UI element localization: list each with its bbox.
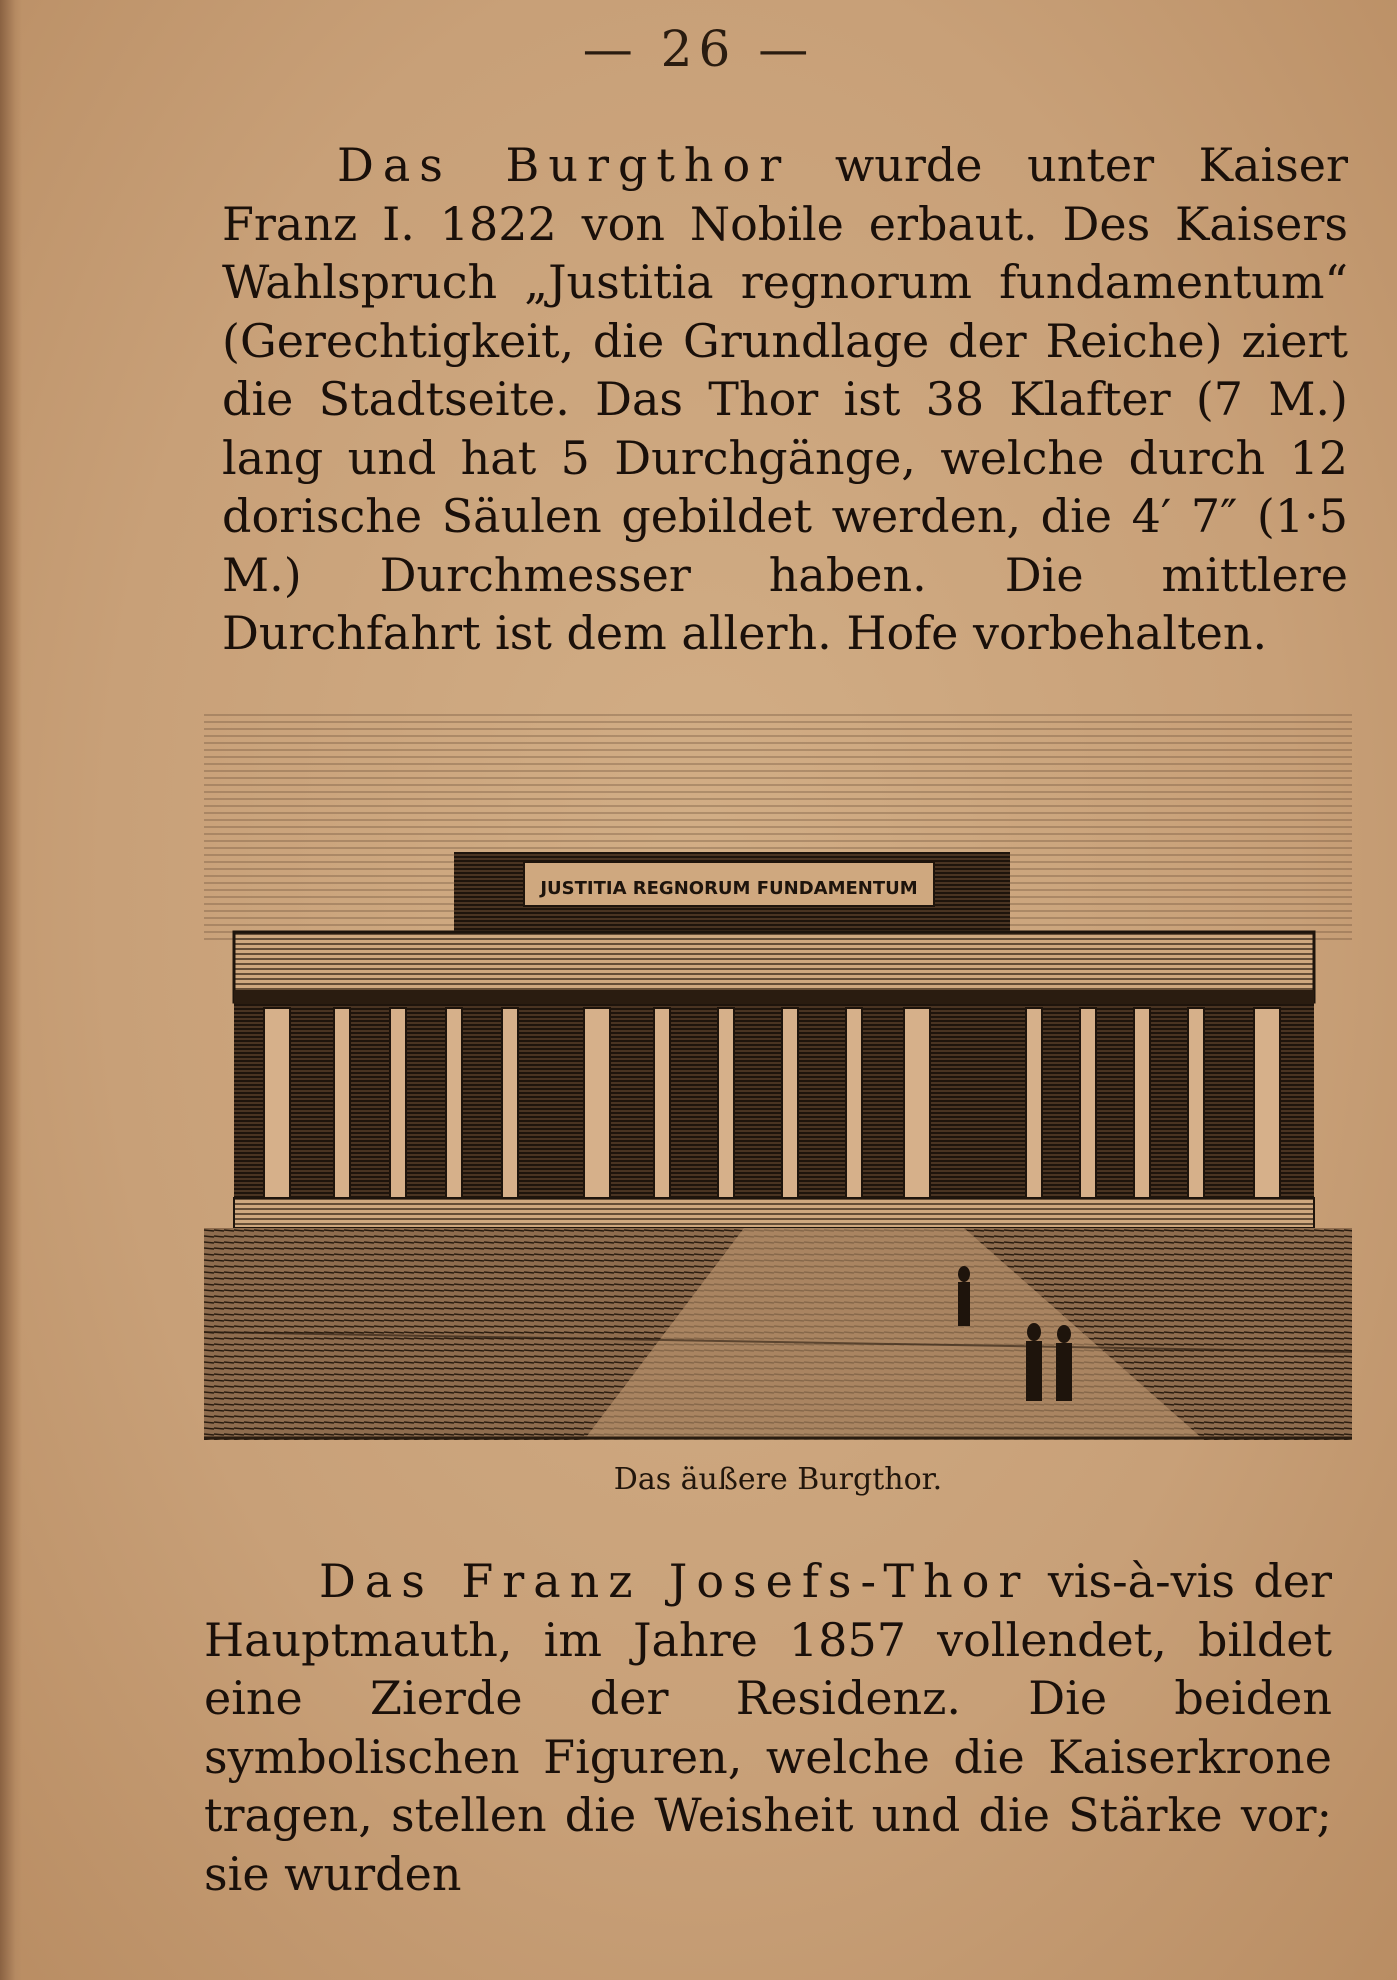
paragraph-burgthor	[222, 136, 1348, 663]
term-burgthor: Das Burgthor	[337, 138, 791, 192]
page-gutter	[0, 0, 22, 1980]
paragraph-franz-josefs-thor-text: vis-à-vis der Hauptmauth, im Jahre 1857 vollendet, bildet eine Zierde der Residenz. Die beiden symbolischen Figuren, welche die Kaiserkrone tragen, stellen die Weisheit und die Stärke vor; sie wurden	[204, 1554, 1332, 1901]
engraving-illustration	[204, 712, 1352, 1440]
paragraph-burgthor-text: wurde unter Kaiser Franz I. 1822 von Nobile erbaut. Des Kaisers Wahlspruch „Justitia regnorum fundamentum“ (Gerechtigkeit, die Grundlage der Reiche) ziert die Stadtseite. Das Thor ist 38 Klafter (7 M.) lang und hat 5 Durchgänge, welche durch 12 dorische Säulen gebildet werden, die 4′ 7″ (1·5 M.) Durchmesser haben. Die mittlere Durchfahrt ist dem allerh. Hofe vorbehalten.	[222, 138, 1348, 660]
attic-inscription: JUSTITIA REGNORUM FUNDAMENTUM	[540, 878, 918, 899]
paragraph-franz-josefs-thor	[204, 1552, 1332, 1903]
engraving-burgthor	[204, 712, 1352, 1440]
page-number: — 26 —	[582, 20, 815, 78]
figure-caption: Das äußere Burgthor.	[613, 1462, 943, 1497]
term-franz-josefs-thor: Das Franz Josefs-Thor	[319, 1554, 1030, 1608]
